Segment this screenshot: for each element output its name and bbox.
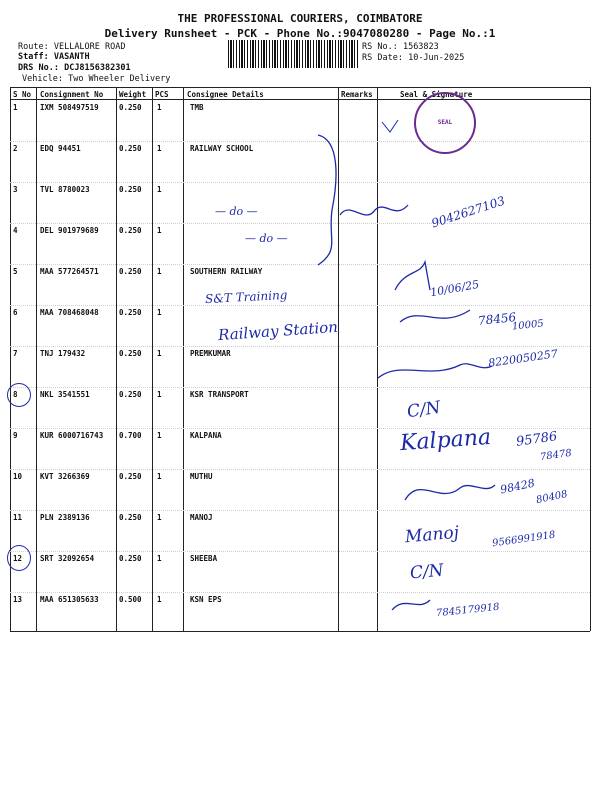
vehicle-value: Two Wheeler Delivery (68, 74, 171, 84)
signature-stroke-row3 (340, 205, 408, 215)
cell-pcs: 1 (157, 103, 162, 112)
cell-cons: PLN 2389136 (40, 513, 90, 522)
cell-pcs: 1 (157, 554, 162, 563)
ditto-mark-row3: — do — (215, 205, 258, 218)
cell-pcs: 1 (157, 349, 162, 358)
cell-pcs: 1 (157, 431, 162, 440)
staff-value: VASANTH (53, 52, 90, 62)
cell-pcs: 1 (157, 144, 162, 153)
cell-cons: EDQ 94451 (40, 144, 81, 153)
rs-no-line: RS No.: 1563823 (362, 42, 439, 52)
cell-weight: 0.250 (119, 144, 142, 153)
handwritten-number-row10b: 80408 (535, 488, 569, 507)
handwritten-number-row6a: 78456 (477, 310, 517, 328)
cell-weight: 0.500 (119, 595, 142, 604)
cell-cons: MAA 708468048 (40, 308, 99, 317)
cell-pcs: 1 (157, 267, 162, 276)
handwritten-kalpana-signature: Kalpana (399, 424, 492, 457)
handwritten-training: S&T Training (204, 287, 288, 307)
col-header-consignment: Consignment No (40, 90, 104, 99)
col-header-pcs: PCS (155, 90, 169, 99)
cell-sno: 2 (13, 144, 18, 153)
signature-stroke-row10 (405, 485, 495, 500)
cell-pcs: 1 (157, 513, 162, 522)
cell-consignee: KSN EPS (190, 595, 222, 604)
cell-sno: 3 (13, 185, 18, 194)
drs-line: DRS No.: DCJ8156382301 (18, 63, 131, 73)
cell-weight: 0.250 (119, 103, 142, 112)
drs-value: DCJ8156382301 (64, 63, 131, 73)
handwritten-number-row9a: 95786 (515, 429, 559, 450)
cell-sno: 5 (13, 267, 18, 276)
col-header-sno: S No (13, 90, 32, 99)
cell-cons: KUR 6000716743 (40, 431, 104, 440)
cell-consignee: KALPANA (190, 431, 222, 440)
handwritten-phone-row7: 8220050257 (487, 347, 559, 370)
cell-weight: 0.250 (119, 226, 142, 235)
cell-cons: TNJ 179432 (40, 349, 86, 358)
cell-sno: 6 (13, 308, 18, 317)
cell-consignee: MANOJ (190, 513, 213, 522)
cell-consignee: KSR TRANSPORT (190, 390, 249, 399)
cell-consignee: TMB (190, 103, 204, 112)
cell-weight: 0.250 (119, 554, 142, 563)
handwritten-number-row10a: 98428 (499, 476, 536, 497)
cell-sno: 8 (13, 390, 18, 399)
cell-pcs: 1 (157, 595, 162, 604)
cell-consignee: MUTHU (190, 472, 213, 481)
rs-date-value: 10-Jun-2025 (408, 53, 465, 63)
cell-sno: 7 (13, 349, 18, 358)
cell-cons: MAA 577264571 (40, 267, 99, 276)
handwritten-number-row6b: 10005 (511, 318, 545, 333)
rs-date-line: RS Date: 10-Jun-2025 (362, 53, 465, 63)
cell-weight: 0.250 (119, 513, 142, 522)
bracket-stroke (318, 135, 336, 265)
handwritten-phone-row13: 7845179918 (435, 601, 501, 620)
cell-weight: 0.250 (119, 349, 142, 358)
cell-cons: TVL 8780023 (40, 185, 90, 194)
handwritten-date-row5: 10/06/25 (429, 277, 481, 300)
cell-cons: DEL 901979689 (40, 226, 99, 235)
cell-pcs: 1 (157, 226, 162, 235)
cell-sno: 1 (13, 103, 18, 112)
cell-pcs: 1 (157, 308, 162, 317)
handwritten-manoj-signature: Manoj (404, 522, 460, 548)
rs-no-value: 1563823 (402, 42, 439, 52)
handwritten-phone-row11: 9566991918 (491, 529, 557, 550)
cell-sno: 12 (13, 554, 23, 563)
courier-seal-stamp: SEAL (414, 92, 476, 154)
staff-line: Staff: VASANTH (18, 52, 90, 62)
cell-weight: 0.250 (119, 308, 142, 317)
cell-weight: 0.700 (119, 431, 142, 440)
runsheet-subtitle: Delivery Runsheet - PCK - Phone No.:9047080280 - Page No.:1 (104, 27, 496, 40)
cell-sno: 13 (13, 595, 23, 604)
cell-sno: 9 (13, 431, 18, 440)
cell-sno: 11 (13, 513, 23, 522)
ditto-mark-row4: — do — (245, 232, 288, 245)
route-line: Route: VELLALORE ROAD (18, 42, 126, 52)
col-header-remarks: Remarks (341, 90, 373, 99)
handwritten-cn-row8: C/N (405, 397, 442, 423)
cell-cons: KVT 3266369 (40, 472, 90, 481)
cell-weight: 0.250 (119, 472, 142, 481)
handwritten-railway-station: Railway Station (217, 317, 339, 345)
cell-cons: SRT 32092654 (40, 554, 95, 563)
cell-weight: 0.250 (119, 185, 142, 194)
cell-pcs: 1 (157, 185, 162, 194)
vehicle-line: Vehicle: Two Wheeler Delivery (22, 74, 171, 84)
signature-stroke-row5 (395, 262, 430, 290)
signature-stroke-row13 (392, 600, 430, 610)
cell-sno: 10 (13, 472, 23, 481)
company-title: THE PROFESSIONAL COURIERS, COIMBATORE (177, 12, 423, 25)
cell-consignee: SOUTHERN RAILWAY (190, 267, 263, 276)
cell-cons: NKL 3541551 (40, 390, 90, 399)
handwritten-cn-row12: C/N (409, 560, 445, 584)
cell-consignee: SHEEBA (190, 554, 218, 563)
tick-stroke-row1 (382, 120, 398, 132)
signature-stroke-row6 (400, 310, 470, 322)
route-value: VELLALORE ROAD (53, 42, 126, 52)
col-header-consignee: Consignee Details (187, 90, 264, 99)
cell-weight: 0.250 (119, 267, 142, 276)
cell-consignee: PREMKUMAR (190, 349, 231, 358)
cell-consignee: RAILWAY SCHOOL (190, 144, 254, 153)
col-header-seal: Seal & Signature (400, 90, 473, 99)
handwritten-phone-row3: 9042627103 (429, 193, 507, 231)
cell-cons: MAA 651305633 (40, 595, 99, 604)
signature-stroke-row7 (378, 364, 492, 378)
cell-cons: IXM 508497519 (40, 103, 99, 112)
cell-pcs: 1 (157, 472, 162, 481)
cell-sno: 4 (13, 226, 18, 235)
cell-pcs: 1 (157, 390, 162, 399)
cell-weight: 0.250 (119, 390, 142, 399)
handwritten-number-row9b: 78478 (539, 447, 573, 464)
col-header-weight: Weight (119, 90, 147, 99)
